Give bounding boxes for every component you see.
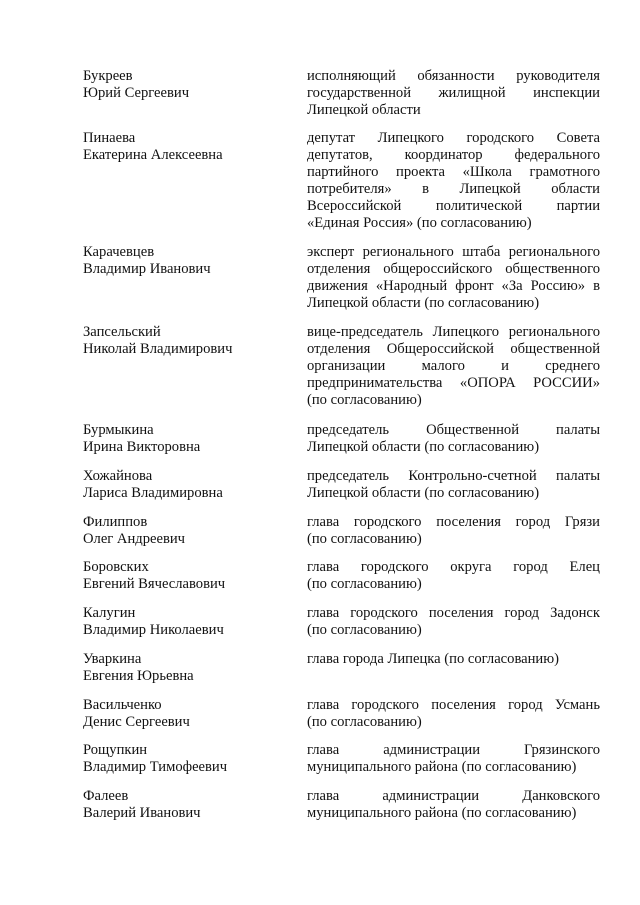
role-line: Липецкой области	[307, 102, 421, 118]
role-line: (по согласованию)	[307, 531, 422, 547]
role-line: глава администрации Грязинского	[307, 742, 600, 758]
member-surname: Рощупкин	[83, 742, 148, 758]
role-line: Всероссийской политической партии	[307, 198, 600, 214]
member-role	[307, 514, 600, 548]
member-role	[307, 697, 600, 731]
member-name	[83, 651, 283, 685]
role-line: депутат Липецкого городского Совета	[307, 130, 600, 146]
role-line: глава городского поселения город Задонск	[307, 605, 600, 621]
role-line: предпринимательства «ОПОРА РОССИИ»	[307, 375, 600, 391]
role-line: Липецкой области (по согласованию)	[307, 439, 540, 455]
member-name	[83, 605, 283, 639]
role-line: эксперт регионального штаба регионального	[307, 244, 600, 260]
member-role	[307, 244, 600, 312]
member-name	[83, 788, 283, 822]
role-line: муниципального района (по согласованию)	[307, 759, 577, 775]
role-line: партийного проекта «Школа грамотного	[307, 164, 600, 180]
role-line: «Единая Россия» (по согласованию)	[307, 215, 532, 231]
member-given-names: Денис Сергеевич	[83, 714, 190, 730]
member-given-names: Екатерина Алексеевна	[83, 147, 223, 163]
member-surname: Бурмыкина	[83, 422, 154, 438]
role-line: организации малого и среднего	[307, 358, 600, 374]
member-name	[83, 422, 283, 456]
role-line: председатель Общественной палаты	[307, 422, 600, 438]
role-line: Липецкой области (по согласованию)	[307, 295, 540, 311]
member-given-names: Олег Андреевич	[83, 531, 185, 547]
member-role	[307, 68, 600, 119]
member-role	[307, 422, 600, 456]
role-line: государственной жилищной инспекции	[307, 85, 600, 101]
member-given-names: Владимир Тимофеевич	[83, 759, 228, 775]
member-role	[307, 742, 600, 776]
member-surname: Карачевцев	[83, 244, 155, 260]
member-surname: Фалеев	[83, 788, 129, 804]
role-line: депутатов, координатор федерального	[307, 147, 600, 163]
member-role	[307, 651, 600, 668]
role-line: глава городского поселения город Усмань	[307, 697, 600, 713]
role-line: глава администрации Данковского	[307, 788, 600, 804]
member-name	[83, 697, 283, 731]
role-line: вице-председатель Липецкого регионального	[307, 324, 600, 340]
member-name	[83, 559, 283, 593]
role-line: глава городского округа город Елец	[307, 559, 600, 575]
member-given-names: Валерий Иванович	[83, 805, 201, 821]
member-name	[83, 468, 283, 502]
member-surname: Васильченко	[83, 697, 162, 713]
member-role	[307, 324, 600, 409]
member-name	[83, 742, 283, 776]
role-line: (по согласованию)	[307, 576, 422, 592]
role-line: движения «Народный фронт «За Россию» в	[307, 278, 600, 294]
member-name	[83, 130, 283, 164]
member-given-names: Юрий Сергеевич	[83, 85, 190, 101]
member-given-names: Евгений Вячеславович	[83, 576, 226, 592]
member-role	[307, 605, 600, 639]
member-given-names: Николай Владимирович	[83, 341, 233, 357]
role-line: (по согласованию)	[307, 714, 422, 730]
member-surname: Хожайнова	[83, 468, 153, 484]
member-given-names: Ирина Викторовна	[83, 439, 201, 455]
member-role	[307, 788, 600, 822]
member-surname: Боровских	[83, 559, 149, 575]
member-role	[307, 468, 600, 502]
member-name	[83, 68, 283, 102]
role-line: потребителя» в Липецкой области	[307, 181, 600, 197]
role-line: муниципального района (по согласованию)	[307, 805, 577, 821]
member-surname: Букреев	[83, 68, 133, 84]
member-surname: Запсельский	[83, 324, 161, 340]
role-line: (по согласованию)	[307, 622, 422, 638]
member-name	[83, 324, 283, 358]
member-surname: Уваркина	[83, 651, 142, 667]
role-line: исполняющий обязанности руководителя	[307, 68, 600, 84]
role-line: Липецкой области (по согласованию)	[307, 485, 540, 501]
member-surname: Калугин	[83, 605, 136, 621]
member-surname: Филиппов	[83, 514, 148, 530]
member-name	[83, 514, 283, 548]
member-role	[307, 130, 600, 232]
member-role	[307, 559, 600, 593]
role-line: отделения Общероссийской общественной	[307, 341, 600, 357]
role-line: отделения общероссийского общественного	[307, 261, 600, 277]
member-given-names: Евгения Юрьевна	[83, 668, 194, 684]
role-line: (по согласованию)	[307, 392, 422, 408]
member-name	[83, 244, 283, 278]
role-line: председатель Контрольно-счетной палаты	[307, 468, 600, 484]
role-line: глава городского поселения город Грязи	[307, 514, 600, 530]
role-line: глава города Липецка (по согласованию)	[307, 651, 559, 667]
member-given-names: Лариса Владимировна	[83, 485, 223, 501]
member-given-names: Владимир Николаевич	[83, 622, 224, 638]
member-given-names: Владимир Иванович	[83, 261, 211, 277]
member-surname: Пинаева	[83, 130, 136, 146]
